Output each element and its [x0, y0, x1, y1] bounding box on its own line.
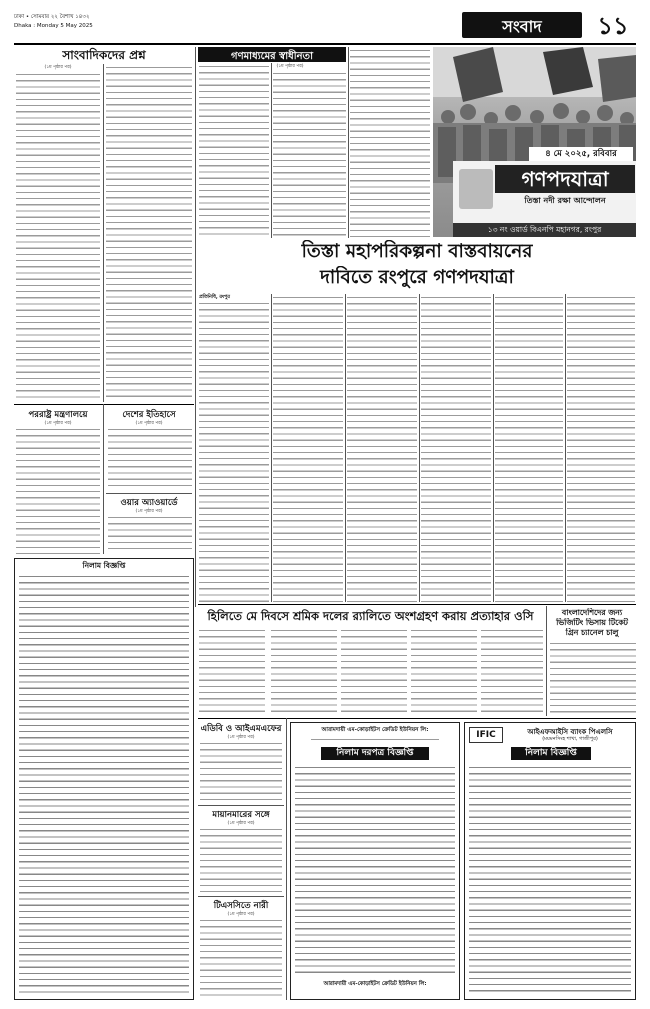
history-headline: দেশের ইতিহাসে: [122, 410, 176, 420]
credit-union-org: আরামদায়ী এম-কোড়াইটস ক্রেডিট ইউনিয়ন লি:: [321, 727, 429, 733]
credit-union-body: [295, 764, 455, 974]
column-divider: [103, 404, 104, 554]
freedom-jump: (১ম পৃষ্ঠার পর): [276, 64, 304, 69]
journalists-body-col2: [106, 64, 192, 401]
adb-imf-body: [200, 740, 282, 802]
ific-title: নিলাম বিজ্ঞপ্তি: [511, 747, 591, 760]
auction-notice-title: নিলাম বিজ্ঞপ্তি: [82, 561, 126, 570]
column-divider: [493, 294, 494, 602]
ific-org: আইএফআইসি ব্যাংক পিএলসি: [527, 728, 613, 736]
teesta-body-col4: [421, 294, 491, 602]
section-rule: [14, 404, 194, 405]
section-rule: [198, 805, 284, 806]
column-divider: [546, 606, 547, 716]
dateline-bengali: ঢাকা • সোমবার ২২ বৈশাখ ১৪৩২: [14, 14, 90, 20]
ific-logo: [469, 727, 503, 743]
hili-body-col3: [341, 627, 407, 715]
section-label-bar: [198, 47, 346, 62]
freedom-body-col2: [273, 70, 346, 238]
history-body: [108, 426, 192, 490]
hili-body-col1: [199, 627, 265, 715]
credit-union-title: নিলাম দরপত্র বিজ্ঞপ্তি: [321, 747, 429, 760]
foreign-ministry-jump: (১ম পৃষ্ঠার পর): [44, 421, 72, 426]
column-divider: [195, 47, 196, 607]
green-channel-headline-2: ভিজিটিং ভিসায় টিকেট: [556, 618, 628, 627]
teesta-byline: প্রতিনিধি, রংপুর: [199, 295, 230, 300]
teesta-body-col1: [199, 300, 269, 602]
journalists-headline: সাংবাদিকদের প্রশ্ন: [62, 48, 146, 62]
banner-sub: তিস্তা নদী রক্ষা আন্দোলন: [524, 196, 606, 205]
section-rule: [198, 718, 636, 719]
column-divider: [345, 294, 346, 602]
green-channel-body: [550, 640, 636, 716]
photo-banner: [453, 161, 636, 223]
ific-branch: (ময়মনসিংহ শাখা, গাজীপুর): [542, 736, 598, 742]
journalists-jump: (১ম পৃষ্ঠার পর): [44, 65, 72, 70]
hili-headline: হিলিতে মে দিবসে শ্রমিক দলের র‍্যালিতে অংশগ্রহণ করায় প্রত্যাহার ওসি: [207, 609, 534, 623]
rally-photo: [433, 47, 636, 237]
column-divider: [565, 294, 566, 602]
teesta-body-col5: [495, 294, 563, 602]
ific-body: [469, 764, 631, 996]
banner-footer: ১৩ নং ওয়ার্ড বিএনপি মহানগর, রংপুর: [453, 223, 636, 237]
page-number: ১১: [597, 12, 629, 40]
credit-union-ad: [290, 722, 460, 1000]
hili-body-col5: [481, 627, 543, 715]
section-rule: [106, 493, 192, 494]
myanmar-headline: মায়ানমারের সঙ্গে: [212, 810, 270, 820]
award-headline: ওয়ার অ্যাওয়ার্ডে: [120, 498, 178, 508]
adb-imf-jump: (১ম পৃষ্ঠার পর): [227, 735, 255, 740]
photo-banner-date: ৪ মে ২০২৫, রবিবার: [529, 147, 633, 161]
teesta-body-col2: [273, 294, 343, 602]
teesta-body-col6: [567, 294, 635, 602]
foreign-ministry-body: [16, 426, 100, 554]
column-divider: [271, 63, 272, 238]
banner-left-emblem: [459, 169, 493, 209]
award-jump: (১ম পৃষ্ঠার পর): [135, 509, 163, 514]
tsc-headline: টিএসসিতে নারী: [213, 901, 269, 911]
banner-text: গণপদযাত্রা: [495, 165, 635, 193]
green-channel-headline-1: বাংলাদেশিদের জন্য: [561, 608, 623, 617]
teesta-body-col3: [347, 294, 417, 602]
logo: [462, 12, 582, 38]
auction-notice-ad: [14, 558, 194, 1000]
column-divider: [103, 64, 104, 402]
logo-text: সংবাদ: [502, 17, 542, 36]
myanmar-body: [200, 826, 282, 894]
green-channel-headline-3: গ্রিন চ্যানেল চালু: [565, 628, 619, 637]
freedom-body-col3: [350, 47, 430, 238]
adb-imf-headline: এডিবি ও আইএমএফের: [200, 724, 282, 734]
column-divider: [271, 294, 272, 602]
hili-body-col2: [271, 627, 337, 715]
column-divider: [419, 294, 420, 602]
masthead: [14, 10, 636, 44]
freedom-body-col1: [199, 63, 269, 238]
tsc-body: [200, 917, 282, 1000]
section-rule: [198, 896, 284, 897]
section-label: গণমাধ্যমের স্বাধীনতা: [231, 51, 313, 62]
column-divider: [286, 718, 287, 1000]
hili-body-col4: [411, 627, 477, 715]
foreign-ministry-headline: পররাষ্ট্র মন্ত্রণালয়ে: [28, 410, 88, 420]
tsc-jump: (১ম পৃষ্ঠার পর): [227, 912, 255, 917]
ific-logo-text: IFIC: [476, 730, 496, 740]
teesta-headline-line2: দাবিতে রংপুরে গণপদযাত্রা: [320, 267, 514, 288]
dateline-english: Dhaka : Monday 5 May 2025: [14, 23, 93, 29]
masthead-rule: [14, 43, 636, 45]
teesta-headline-line1: তিস্তা মহাপরিকল্পনা বাস্তবায়নের: [301, 241, 533, 262]
auction-notice-body: [19, 573, 189, 997]
column-divider: [348, 47, 349, 238]
credit-union-address: [311, 736, 439, 744]
history-jump: (১ম পৃষ্ঠার পর): [135, 421, 163, 426]
ific-bank-ad: [464, 722, 636, 1000]
myanmar-jump: (১ম পৃষ্ঠার পর): [227, 821, 255, 826]
credit-union-footer: আরামদায়ী এম-কোড়াইটস ক্রেডিট ইউনিয়ন লি:: [323, 981, 427, 987]
award-body: [108, 514, 192, 554]
journalists-body-col1: [16, 71, 100, 401]
section-rule: [198, 604, 636, 605]
